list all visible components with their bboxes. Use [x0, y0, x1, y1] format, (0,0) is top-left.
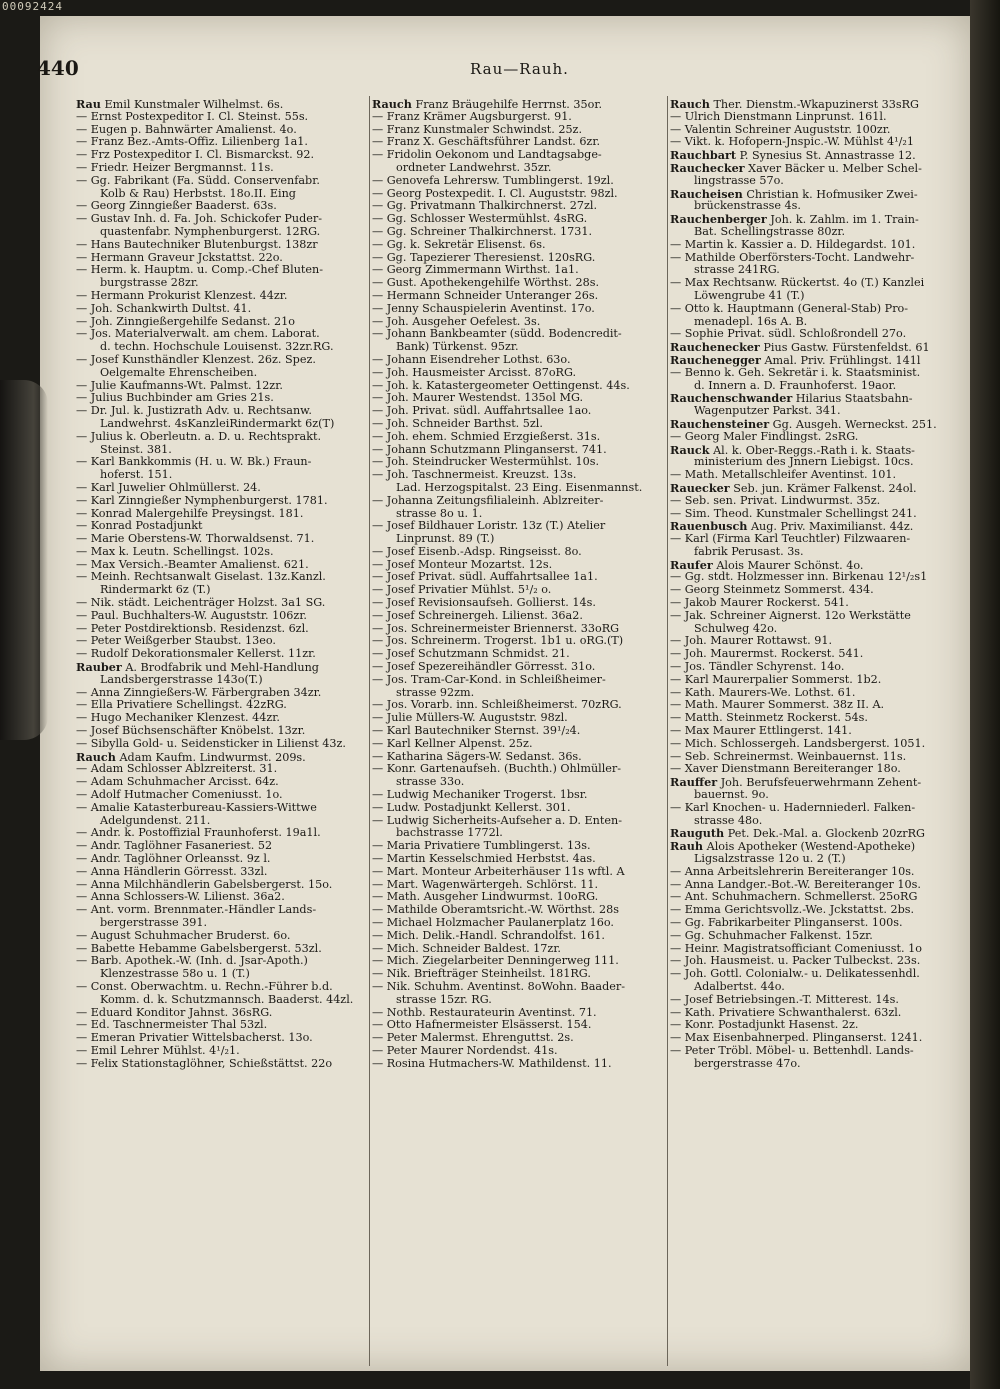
- directory-entry: — Johanna Zeitungsfilialeinh. Ablzreiter-: [372, 493, 604, 507]
- directory-entry: — Valentin Schreiner Auguststr. 100zr.: [670, 122, 891, 136]
- directory-entry: bergerstrasse 47o.: [694, 1056, 801, 1070]
- directory-entry: ministerium des Jnnern Liebigst. 10cs.: [694, 455, 914, 469]
- directory-entry: — Seb. Schreinermst. Weinbauernst. 11s.: [670, 749, 907, 763]
- directory-entry: — Max Maurer Ettlingerst. 141.: [670, 724, 852, 738]
- directory-entry: — Matth. Steinmetz Rockerst. 54s.: [670, 711, 868, 725]
- directory-entry: — Math. Ausgeher Lindwurmst. 10oRG.: [372, 890, 599, 904]
- directory-entry: — Josef Schutzmann Schmidst. 21.: [372, 647, 570, 661]
- directory-entry: Landwehrst. 4sKanzleiRindermarkt 6z(T): [100, 416, 335, 430]
- directory-entry: — Babette Hebamme Gabelsbergerst. 53zl.: [76, 941, 322, 955]
- directory-entry: — Georg Zimmermann Wirthst. 1a1.: [372, 263, 579, 277]
- directory-entry: — Jos. Vorarb. inn. Schleißheimerst. 70zRG.: [372, 698, 622, 712]
- column-1: [76, 98, 366, 1071]
- directory-entry: — Ernst Postexpeditor I. Cl. Steinst. 55s.: [76, 109, 309, 123]
- directory-entry: strasse 48o.: [694, 813, 763, 827]
- directory-entry: — Josef Büchsenschäfter Knöbelst. 13zr.: [76, 724, 306, 738]
- directory-entry: — Peter Weißgerber Staubst. 13eo.: [76, 634, 276, 648]
- directory-entry: lingstrasse 57o.: [694, 173, 784, 187]
- directory-entry: Raucheisen Christian k. Hofmusiker Zwei-: [670, 186, 918, 201]
- directory-entry: — Emeran Privatier Wittelsbacherst. 13o.: [76, 1031, 313, 1045]
- directory-entry: Klenzestrasse 58o u. 1 (T.): [100, 967, 250, 981]
- directory-entry: — Adam Schlosser Ablzreiterst. 31.: [76, 762, 278, 776]
- directory-entry: — Gg. Schlosser Westermühlst. 4sRG.: [372, 212, 588, 226]
- directory-entry: — Rosina Hutmachers-W. Mathildenst. 11.: [372, 1056, 612, 1070]
- directory-entry: — Gg. Schreiner Thalkirchnerst. 1731.: [372, 224, 593, 238]
- directory-entry: — Nothb. Restaurateurin Aventinst. 71.: [372, 1005, 597, 1019]
- directory-entry: Lad. Herzogspitalst. 23 Eing. Eisenmannst.: [396, 480, 643, 494]
- directory-entry: — Sophie Privat. südl. Schloßrondell 27o.: [670, 327, 907, 341]
- binder-clip-shadow: [0, 380, 48, 740]
- directory-entry: — Michael Holzmacher Paulanerplatz 16o.: [372, 916, 614, 929]
- directory-entry: — Max Rechtsanw. Rückertst. 4o (T.) Kanzlei: [670, 276, 925, 290]
- directory-entry: — Gg. Fabrikant (Fa. Südd. Conservenfabr.: [76, 173, 320, 187]
- directory-entry: — Frz Postexpeditor I. Cl. Bismarckst. 92.: [76, 148, 315, 162]
- directory-entry: — Andr. Taglöhner Fasaneriest. 52: [76, 839, 273, 853]
- directory-entry: — Kath. Maurers-We. Lothst. 61.: [670, 685, 856, 699]
- directory-entry: — Nik. städt. Leichenträger Holzst. 3a1 SG.: [76, 596, 326, 610]
- directory-entry: — Nik. Briefträger Steinheilst. 181RG.: [372, 967, 591, 981]
- directory-entry: — Johann Schutzmann Plinganserst. 741.: [372, 442, 607, 456]
- directory-entry: — Felix Stationstaglöhner, Schießstättst. 22o: [76, 1056, 333, 1070]
- directory-entry: Linprunst. 89 (T.): [396, 532, 495, 546]
- directory-entry: — Andr. Taglöhner Orleansst. 9z l.: [76, 852, 271, 866]
- directory-entry: — Math. Metallschleifer Aventinst. 101.: [670, 468, 897, 482]
- directory-entry: Adalbertst. 44o.: [694, 979, 785, 993]
- directory-entry: — Julius k. Oberleutn. a. D. u. Rechtsprakt.: [76, 429, 322, 443]
- directory-entry: d. Innern a. D. Fraunhoferst. 19aor.: [694, 378, 897, 392]
- directory-entry: — Gg. Tapezierer Theresienst. 120sRG.: [372, 250, 596, 264]
- directory-entry: — Peter Postdirektionsb. Residenzst. 6zl.: [76, 621, 309, 635]
- directory-entry: — Math. Maurer Sommerst. 38z II. A.: [670, 698, 885, 712]
- directory-entry: — Anna Arbeitslehrerin Bereiteranger 10s.: [670, 864, 915, 878]
- directory-entry: Rauch Franz Bräugehilfe Herrnst. 35or.: [372, 98, 603, 111]
- directory-entry: — Otto Hafnermeister Elsässerst. 154.: [372, 1018, 592, 1032]
- directory-entry: Ligsalzstrasse 12o u. 2 (T.): [694, 852, 846, 866]
- directory-entry: Adelgundenst. 211.: [100, 813, 211, 827]
- directory-entry: — Sim. Theod. Kunstmaler Schellingst 241.: [670, 506, 917, 520]
- directory-entry: — Gg. k. Sekretär Elisenst. 6s.: [372, 237, 546, 251]
- directory-entry: — Peter Tröbl. Möbel- u. Bettenhdl. Lands-: [670, 1043, 914, 1057]
- directory-entry: — Rudolf Dekorationsmaler Kellerst. 11zr.: [76, 647, 316, 661]
- directory-entry: Bat. Schellingstrasse 80zr.: [694, 224, 846, 238]
- directory-entry: — Mathilde Oberförsters-Tocht. Landwehr-: [670, 250, 915, 264]
- directory-entry: Schulweg 42o.: [694, 621, 778, 635]
- directory-entry: — Xaver Dienstmann Bereiteranger 18o.: [670, 762, 901, 776]
- directory-entry: strasse 33o.: [396, 775, 465, 789]
- directory-entry: — Konr. Gartenaufseh. (Buchth.) Ohlmüller-: [372, 762, 622, 776]
- directory-entry: — Maria Privatiere Tumblingerst. 13s.: [372, 839, 591, 853]
- directory-entry: — Joh. Schankwirth Dultst. 41.: [76, 301, 252, 315]
- directory-entry: — Max k. Leutn. Schellingst. 102s.: [76, 544, 274, 558]
- directory-entry: — Anna Milchhändlerin Gabelsbergerst. 15o.: [76, 877, 333, 891]
- directory-entry: — Jak. Schreiner Aignerst. 12o Werkstätte: [670, 608, 911, 622]
- directory-entry: — Karl Kellner Alpenst. 25z.: [372, 736, 533, 750]
- directory-entry: — Josef Eisenb.-Adsp. Ringseisst. 8o.: [372, 544, 582, 558]
- directory-entry: Rau Emil Kunstmaler Wilhelmst. 6s.: [76, 98, 284, 111]
- page-edge: [970, 0, 1000, 1389]
- directory-entry: — Martin Kesselschmied Herbstst. 4as.: [372, 852, 596, 866]
- directory-entry: — Amalie Katasterbureau-Kassiers-Wittwe: [76, 800, 317, 814]
- directory-entry: Wagenputzer Parkst. 341.: [694, 404, 841, 418]
- directory-entry: — Josef Betriebsingen.-T. Mitterest. 14s.: [670, 992, 899, 1006]
- directory-entry: — Karl Bautechniker Sternst. 39¹/₂4.: [372, 724, 581, 738]
- directory-entry: Komm. d. k. Schutzmannsch. Baaderst. 44zl.: [100, 992, 354, 1006]
- directory-entry: Rindermarkt 6z (T.): [100, 583, 211, 597]
- directory-entry: — Gg. Privatmann Thalkirchnerst. 27zl.: [372, 199, 598, 213]
- directory-entry: — Andr. k. Postoffizial Fraunhoferst. 19a1l.: [76, 826, 321, 840]
- directory-entry: — Joh. Ausgeher Oefelest. 3s.: [372, 314, 541, 328]
- directory-entry: — Mich. Delik.-Handl. Schrandolfst. 161.: [372, 928, 605, 942]
- directory-entry: strasse 92zm.: [396, 685, 475, 699]
- directory-entry: — Joh. Steindrucker Westermühlst. 10s.: [372, 455, 600, 469]
- directory-entry: — Karl (Firma Karl Teuchtler) Filzwaaren-: [670, 532, 911, 546]
- directory-entry: quastenfabr. Nymphenburgerst. 12RG.: [100, 224, 321, 238]
- directory-entry: strasse 8o u. 1.: [396, 506, 483, 520]
- directory-entry: — Joh. Hausmeist. u. Packer Tulbeckst. 23s.: [670, 954, 921, 968]
- directory-entry: — Barb. Apothek.-W. (Inh. d. Jsar-Apoth.): [76, 954, 308, 968]
- directory-entry: Rauchenberger Joh. k. Zahlm. im 1. Train-: [670, 212, 919, 227]
- directory-entry: — Hermann Schneider Unteranger 26s.: [372, 288, 599, 302]
- directory-entry: Rauch Adam Kaufm. Lindwurmst. 209s.: [76, 749, 306, 764]
- directory-entry: — Joh. Taschnermeist. Kreuzst. 13s.: [372, 468, 577, 482]
- directory-entry: — Jos. Tändler Schyrenst. 14o.: [670, 660, 845, 674]
- directory-entry: — Johann Eisendreher Lothst. 63o.: [372, 352, 571, 366]
- directory-entry: — Vikt. k. Hofopern-Jnspic.-W. Mühlst 4¹/₂1: [670, 135, 914, 149]
- directory-entry: Rauchenecker Pius Gastw. Fürstenfeldst. 61: [670, 340, 930, 355]
- directory-entry: Rauchenschwander Hilarius Staatsbahn-: [670, 391, 913, 406]
- directory-entry: Rauenbusch Aug. Priv. Maximilianst. 44z.: [670, 519, 914, 534]
- directory-entry: — Joh. Privat. südl. Auffahrtsallee 1ao.: [372, 404, 592, 418]
- directory-entry: — Mich. Schneider Baldest. 17zr.: [372, 941, 561, 955]
- directory-entry: — Benno k. Geh. Sekretär i. k. Staatsminist.: [670, 365, 921, 379]
- directory-entry: — Georg Postexpedit. I. Cl. Auguststr. 98zl.: [372, 186, 618, 200]
- directory-entry: — Marie Oberstens-W. Thorwaldsenst. 71.: [76, 532, 315, 546]
- directory-entry: — Ed. Taschnermeister Thal 53zl.: [76, 1018, 268, 1032]
- directory-entry: — Otto k. Hauptmann (General-Stab) Pro-: [670, 301, 909, 315]
- directory-entry: menadepl. 16s A. B.: [694, 314, 808, 328]
- directory-entry: — Karl Juwelier Ohlmüllerst. 24.: [76, 480, 261, 494]
- directory-entry: — Anna Landger.-Bot.-W. Bereiteranger 10s.: [670, 877, 921, 891]
- directory-entry: — Josef Revisionsaufseh. Gollierst. 14s.: [372, 596, 596, 610]
- directory-entry: — Emma Gerichtsvollz.-We. Jckstattst. 2bs.: [670, 903, 915, 917]
- directory-entry: — Karl Bankkommis (H. u. W. Bk.) Fraun-: [76, 455, 312, 469]
- directory-entry: Rauber A. Brodfabrik und Mehl-Handlung: [76, 660, 319, 675]
- directory-entry: — Eugen p. Bahnwärter Amalienst. 4o.: [76, 122, 297, 136]
- directory-entry: — Mich. Ziegelarbeiter Denningerweg 111.: [372, 954, 619, 968]
- directory-entry: — Joh. k. Katastergeometer Oettingenst. 44s.: [372, 378, 630, 392]
- directory-entry: — Joh. Schneider Barthst. 5zl.: [372, 416, 543, 430]
- directory-entry: — Julius Buchbinder am Gries 21s.: [76, 391, 274, 405]
- directory-entry: Oelgemalte Ehrenscheiben.: [100, 365, 258, 379]
- directory-entry: Landsbergerstrasse 143o(T.): [100, 672, 263, 686]
- directory-entry: — Hugo Mechaniker Klenzest. 44zr.: [76, 711, 280, 725]
- directory-entry: — Jos. Schreinerm. Trogerst. 1b1 u. oRG.(T): [372, 634, 624, 648]
- directory-entry: — Jakob Maurer Rockerst. 541.: [670, 596, 849, 610]
- directory-entry: — Jos. Schreinermeister Briennerst. 33oRG: [372, 621, 620, 635]
- directory-entry: — Joh. Maurermst. Rockerst. 541.: [670, 647, 864, 661]
- directory-entry: — Paul. Buchhalters-W. Auguststr. 106zr.: [76, 608, 307, 622]
- directory-entry: — Katharina Sägers-W. Sedanst. 36s.: [372, 749, 582, 763]
- directory-entry: — Eduard Konditor Jahnst. 36sRG.: [76, 1005, 273, 1019]
- directory-entry: — Joh. Hausmeister Arcisst. 87oRG.: [372, 365, 577, 379]
- directory-entry: — Karl Maurerpalier Sommerst. 1b2.: [670, 672, 882, 686]
- directory-entry: Steinst. 381.: [100, 442, 172, 456]
- directory-entry: — Franz Kunstmaler Schwindst. 25z.: [372, 122, 583, 136]
- directory-entry: — Josef Schreinergeh. Lilienst. 36a2.: [372, 608, 583, 622]
- directory-entry: strasse 241RG.: [694, 263, 780, 277]
- directory-entry: Rauchecker Xaver Bäcker u. Melber Schel-: [670, 160, 922, 175]
- directory-entry: Rauh Alois Apotheker (Westend-Apotheke): [670, 839, 916, 854]
- directory-entry: Rauck Al. k. Ober-Reggs.-Rath i. k. Staats-: [670, 442, 915, 457]
- directory-entry: — Konrad Postadjunkt: [76, 519, 203, 533]
- directory-entry: — Friedr. Heizer Bergmannst. 11s.: [76, 160, 274, 174]
- directory-entry: — Martin k. Kassier a. D. Hildegardst. 101.: [670, 237, 916, 251]
- directory-entry: — Ludwig Sicherheits-Aufseher a. D. Enten-: [372, 813, 622, 827]
- directory-entry: Rauchbart P. Synesius St. Annastrasse 12.: [670, 148, 916, 163]
- directory-entry: Rauch Ther. Dienstm.-Wkapuzinerst 33sRG: [670, 98, 919, 111]
- directory-entry: Raufer Alois Maurer Schönst. 4o.: [670, 557, 864, 572]
- directory-entry: — Fridolin Oekonom und Landtagsabge-: [372, 148, 602, 162]
- directory-entry: — Joh. Zinngießergehilfe Sedanst. 21o: [76, 314, 295, 328]
- directory-entry: — Sibylla Gold- u. Seidensticker in Lilienst 43z.: [76, 736, 346, 750]
- directory-entry: ordneter Landwehrst. 35zr.: [396, 160, 552, 174]
- page-number: 440: [37, 56, 79, 80]
- directory-entry: — Jenny Schauspielerin Aventinst. 17o.: [372, 301, 595, 315]
- directory-entry: — Peter Maurer Nordendst. 41s.: [372, 1043, 558, 1057]
- column-divider: [369, 96, 370, 1366]
- directory-entry: — August Schuhmacher Bruderst. 6o.: [76, 928, 291, 942]
- directory-entry: — Franz X. Geschäftsführer Landst. 6zr.: [372, 135, 600, 149]
- directory-entry: — Jos. Tram-Car-Kond. in Schleißheimer-: [372, 672, 606, 686]
- directory-entry: — Hermann Prokurist Klenzest. 44zr.: [76, 288, 288, 302]
- directory-entry: bergerstrasse 391.: [100, 916, 208, 929]
- directory-entry: Rauchensteiner Gg. Ausgeh. Werneckst. 251.: [670, 416, 937, 431]
- directory-entry: — Karl Zinngießer Nymphenburgerst. 1781.: [76, 493, 328, 507]
- directory-entry: — Nik. Schuhm. Aventinst. 8oWohn. Baader-: [372, 979, 625, 993]
- directory-entry: — Joh. ehem. Schmied Erzgießerst. 31s.: [372, 429, 601, 443]
- directory-entry: — Joh. Gottl. Colonialw.- u. Delikatessenhdl.: [670, 967, 920, 981]
- directory-entry: — Ella Privatiere Schellingst. 42zRG.: [76, 698, 287, 712]
- directory-entry: — Anna Schlossers-W. Lilienst. 36a2.: [76, 890, 285, 904]
- directory-entry: strasse 15zr. RG.: [396, 992, 492, 1006]
- directory-entry: — Max Eisenbahnerped. Plinganserst. 1241.: [670, 1031, 923, 1045]
- directory-entry: — Heinr. Magistratsofficiant Comeniusst. 1o: [670, 941, 922, 955]
- directory-entry: — Georg Steinmetz Sommerst. 434.: [670, 583, 874, 597]
- directory-entry: — Konrad Malergehilfe Preysingst. 181.: [76, 506, 304, 520]
- directory-entry: — Const. Oberwachtm. u. Rechn.-Führer b.d.: [76, 979, 333, 993]
- directory-entry: — Josef Privat. südl. Auffahrtsallee 1a1.: [372, 570, 598, 584]
- directory-entry: — Kath. Privatiere Schwanthalerst. 63zl.: [670, 1005, 902, 1019]
- directory-entry: — Ant. Schuhmachern. Schmellerst. 25oRG: [670, 890, 918, 904]
- directory-entry: — Anna Händlerin Görresst. 33zl.: [76, 864, 268, 878]
- directory-entry: — Herm. k. Hauptm. u. Comp.-Chef Bluten-: [76, 263, 323, 277]
- directory-entry: — Hans Bautechniker Blutenburgst. 138zr: [76, 237, 318, 251]
- directory-entry: — Josef Spezereihändler Görresst. 31o.: [372, 660, 596, 674]
- scan-id: 00092424: [2, 0, 63, 13]
- directory-entry: — Ludwig Mechaniker Trogerst. 1bsr.: [372, 788, 588, 802]
- directory-entry: — Ulrich Dienstmann Linprunst. 161l.: [670, 109, 887, 123]
- directory-entry: — Adolf Hutmacher Comeniusst. 1o.: [76, 788, 283, 802]
- directory-entry: — Franz Bez.-Amts-Offiz. Lilienberg 1a1.: [76, 135, 308, 149]
- directory-entry: fabrik Perusast. 3s.: [694, 544, 804, 558]
- directory-entry: — Joh. Maurer Westendst. 135ol MG.: [372, 391, 584, 405]
- directory-entry: — Adam Schuhmacher Arcisst. 64z.: [76, 775, 279, 789]
- directory-entry: — Georg Maler Findlingst. 2sRG.: [670, 429, 859, 443]
- directory-entry: — Gustav Inh. d. Fa. Joh. Schickofer Puder-: [76, 212, 323, 226]
- directory-entry: — Peter Malermst. Ehrenguttst. 2s.: [372, 1031, 574, 1045]
- directory-entry: Kolb & Rau) Herbstst. 18o.II. Eing: [100, 186, 296, 200]
- directory-entry: — Josef Kunsthändler Klenzest. 26z. Spez.: [76, 352, 316, 366]
- directory-entry: burgstrasse 28zr.: [100, 276, 199, 290]
- directory-entry: — Anna Zinngießers-W. Färbergraben 34zr.: [76, 685, 322, 699]
- directory-entry: — Gg. stdt. Holzmesser inn. Birkenau 12¹/₂s1: [670, 570, 928, 584]
- directory-entry: — Gust. Apothekengehilfe Wörthst. 28s.: [372, 276, 600, 290]
- directory-entry: — Emil Lehrer Mühlst. 4¹/₂1.: [76, 1043, 240, 1057]
- directory-entry: bachstrasse 1772l.: [396, 826, 503, 840]
- directory-entry: bauernst. 9o.: [694, 788, 769, 802]
- directory-entry: — Julie Müllers-W. Auguststr. 98zl.: [372, 711, 568, 725]
- directory-entry: — Konr. Postadjunkt Hasenst. 2z.: [670, 1018, 859, 1032]
- directory-entry: — Seb. sen. Privat. Lindwurmst. 35z.: [670, 493, 881, 507]
- directory-entry: — Gg. Fabrikarbeiter Plinganserst. 100s.: [670, 916, 903, 929]
- directory-entry: — Ludw. Postadjunkt Kellerst. 301.: [372, 800, 571, 814]
- directory-entry: — Julie Kaufmanns-Wt. Palmst. 12zr.: [76, 378, 283, 392]
- running-head: Rau—Rauh.: [470, 60, 569, 78]
- directory-entry: — Mich. Schlossergeh. Landsbergerst. 1051.: [670, 736, 926, 750]
- directory-entry: — Jos. Materialverwalt. am chem. Laborat.: [76, 327, 320, 341]
- directory-entry: brückenstrasse 4s.: [694, 199, 801, 213]
- directory-entry: — Mart. Monteur Arbeiterhäuser 11s wftl. A: [372, 864, 625, 878]
- directory-entry: Bank) Türkenst. 95zr.: [396, 340, 519, 354]
- directory-entry: — Max Versich.-Beamter Amalienst. 621.: [76, 557, 309, 571]
- directory-entry: Löwengrube 41 (T.): [694, 288, 805, 302]
- directory-entry: — Mart. Wagenwärtergeh. Schlörst. 11.: [372, 877, 599, 891]
- directory-entry: — Josef Monteur Mozartst. 12s.: [372, 557, 553, 571]
- column-2: [372, 98, 668, 1071]
- directory-entry: — Mathilde Oberamtsricht.-W. Wörthst. 28s: [372, 903, 620, 917]
- directory-entry: Rauchenegger Amal. Priv. Frühlingst. 141l: [670, 352, 921, 367]
- directory-entry: — Gg. Schuhmacher Falkenst. 15zr.: [670, 928, 873, 942]
- directory-entry: — Georg Zinngießer Baaderst. 63s.: [76, 199, 277, 213]
- column-3: [670, 98, 960, 1071]
- directory-entry: — Genovefa Lehrersw. Tumblingerst. 19zl.: [372, 173, 614, 187]
- directory-entry: — Karl Knochen- u. Hadernniederl. Falken-: [670, 800, 916, 814]
- directory-entry: — Josef Privatier Mühlst. 5¹/₂ o.: [372, 583, 552, 597]
- directory-entry: — Josef Bildhauer Loristr. 13z (T.) Atelier: [372, 519, 606, 533]
- directory-entry: Rauecker Seb. jun. Krämer Falkenst. 24ol.: [670, 480, 917, 495]
- directory-entry: — Franz Krämer Augsburgerst. 91.: [372, 109, 572, 123]
- directory-entry: — Hermann Graveur Jckstattst. 22o.: [76, 250, 283, 264]
- directory-entry: Rauguth Pet. Dek.-Mal. a. Glockenb 20zrRG: [670, 826, 925, 841]
- directory-entry: — Joh. Maurer Rottawst. 91.: [670, 634, 833, 648]
- directory-entry: Rauffer Joh. Berufsfeuerwehrmann Zehent-: [670, 775, 922, 790]
- directory-entry: d. techn. Hochschule Louisenst. 32zr.RG.: [100, 340, 334, 354]
- directory-entry: — Meinh. Rechtsanwalt Giselast. 13z.Kanzl.: [76, 570, 326, 584]
- directory-entry: — Dr. Jul. k. Justizrath Adv. u. Rechtsanw.: [76, 404, 312, 418]
- directory-entry: hoferst. 151.: [100, 468, 173, 482]
- directory-entry: — Ant. vorm. Brennmater.-Händler Lands-: [76, 903, 317, 917]
- directory-entry: — Johann Bankbeamter (südd. Bodencredit-: [372, 327, 622, 341]
